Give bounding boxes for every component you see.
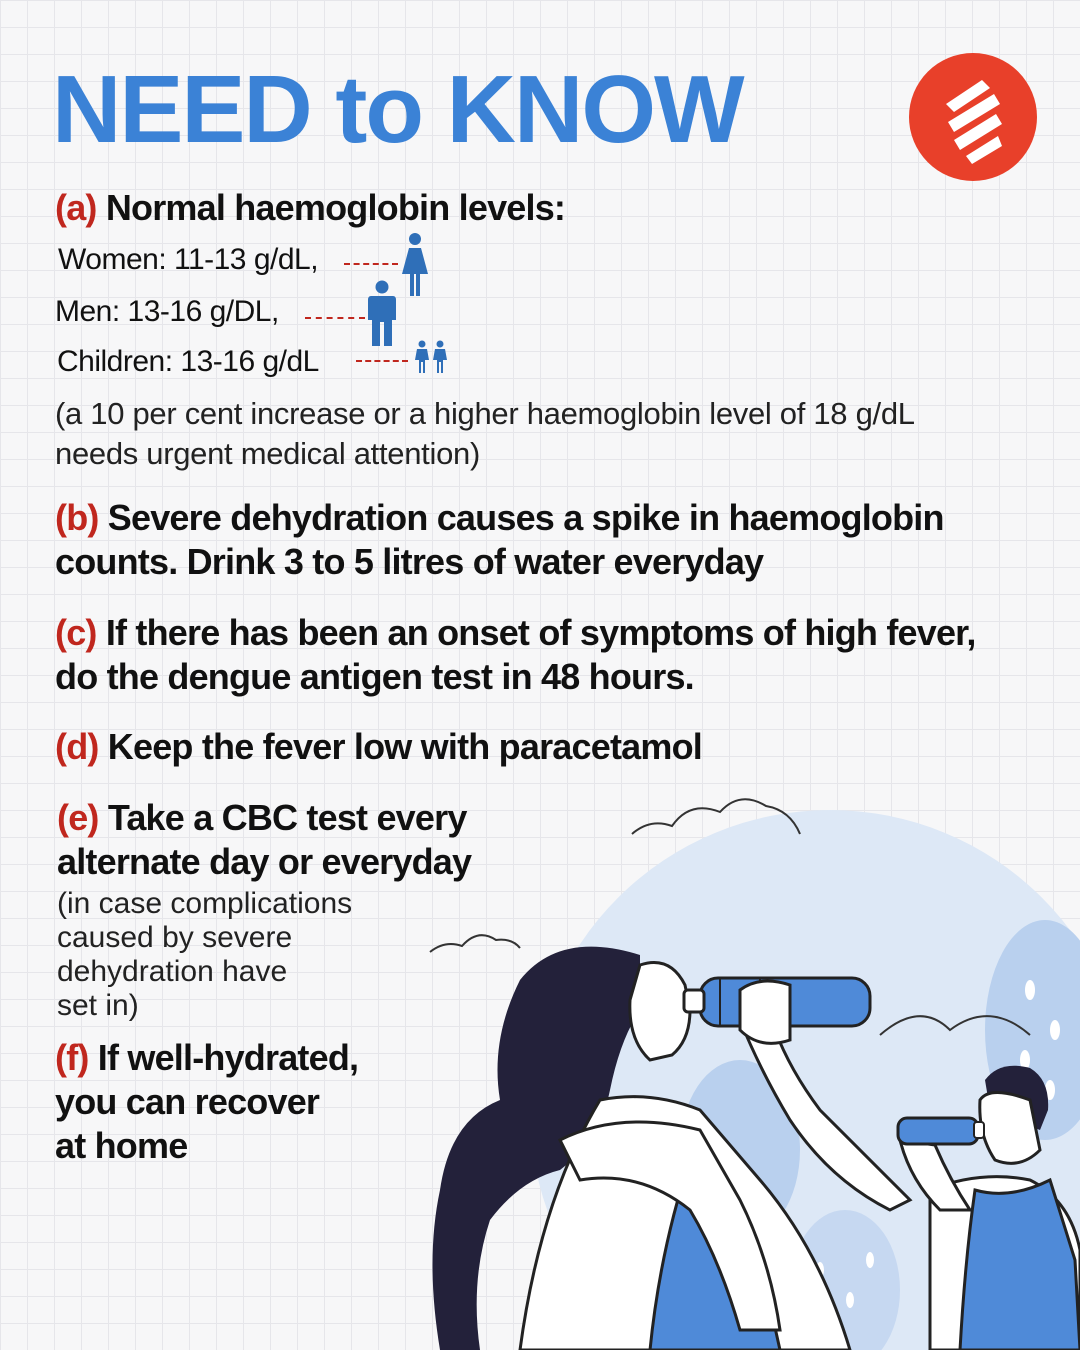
haemoglobin-note-line1: (a 10 per cent increase or a higher haemoglobin level of 18 g/dL — [55, 396, 915, 431]
section-a-title: Normal haemoglobin levels: — [105, 187, 566, 228]
woman-hand — [740, 981, 790, 1043]
section-f-line3: at home — [55, 1125, 188, 1166]
section-e-note-line1: (in case complications — [57, 887, 353, 920]
section-e-text: Take a CBC test every — [107, 797, 467, 838]
cloud-small-icon — [430, 935, 520, 952]
section-e-line2: alternate day or everyday — [57, 841, 472, 882]
section-f-line2: you can recover — [55, 1081, 320, 1122]
section-e-note-line3: dehydration have — [57, 955, 288, 988]
page-title: NEED to KNOW — [52, 56, 743, 163]
man-bottle-icon — [898, 1118, 984, 1144]
section-b-text: Severe dehydration causes a spike in haemoglobin — [107, 497, 944, 538]
men-level: Men: 13-16 g/DL, — [55, 295, 279, 328]
section-e-note-line4: set in) — [57, 989, 139, 1022]
section-c-text: If there has been an onset of symptoms of high fever, — [105, 612, 976, 653]
section-d-text: Keep the fever low with paracetamol — [107, 726, 702, 767]
women-level: Women: 11-13 g/dL, — [58, 243, 319, 276]
section-e-marker: (e) — [57, 797, 99, 838]
section-e-line1 — [57, 796, 467, 840]
section-e-note-line2: caused by severe — [57, 921, 293, 954]
section-b-marker: (b) — [55, 497, 99, 538]
section-d-marker: (d) — [55, 726, 99, 767]
woman-face — [630, 963, 690, 1061]
children-level: Children: 13-16 g/dL — [57, 345, 319, 378]
section-f-line1 — [55, 1036, 358, 1080]
haemoglobin-note-line2: needs urgent medical attention) — [55, 436, 480, 471]
section-b-line2: counts. Drink 3 to 5 litres of water everyday — [55, 541, 764, 582]
section-f-marker: (f) — [55, 1037, 89, 1078]
section-c-marker: (c) — [55, 612, 97, 653]
section-f-text: If well-hydrated, — [97, 1037, 359, 1078]
section-c-line2: do the dengue antigen test in 48 hours. — [55, 656, 694, 697]
section-a-marker: (a) — [55, 187, 97, 228]
